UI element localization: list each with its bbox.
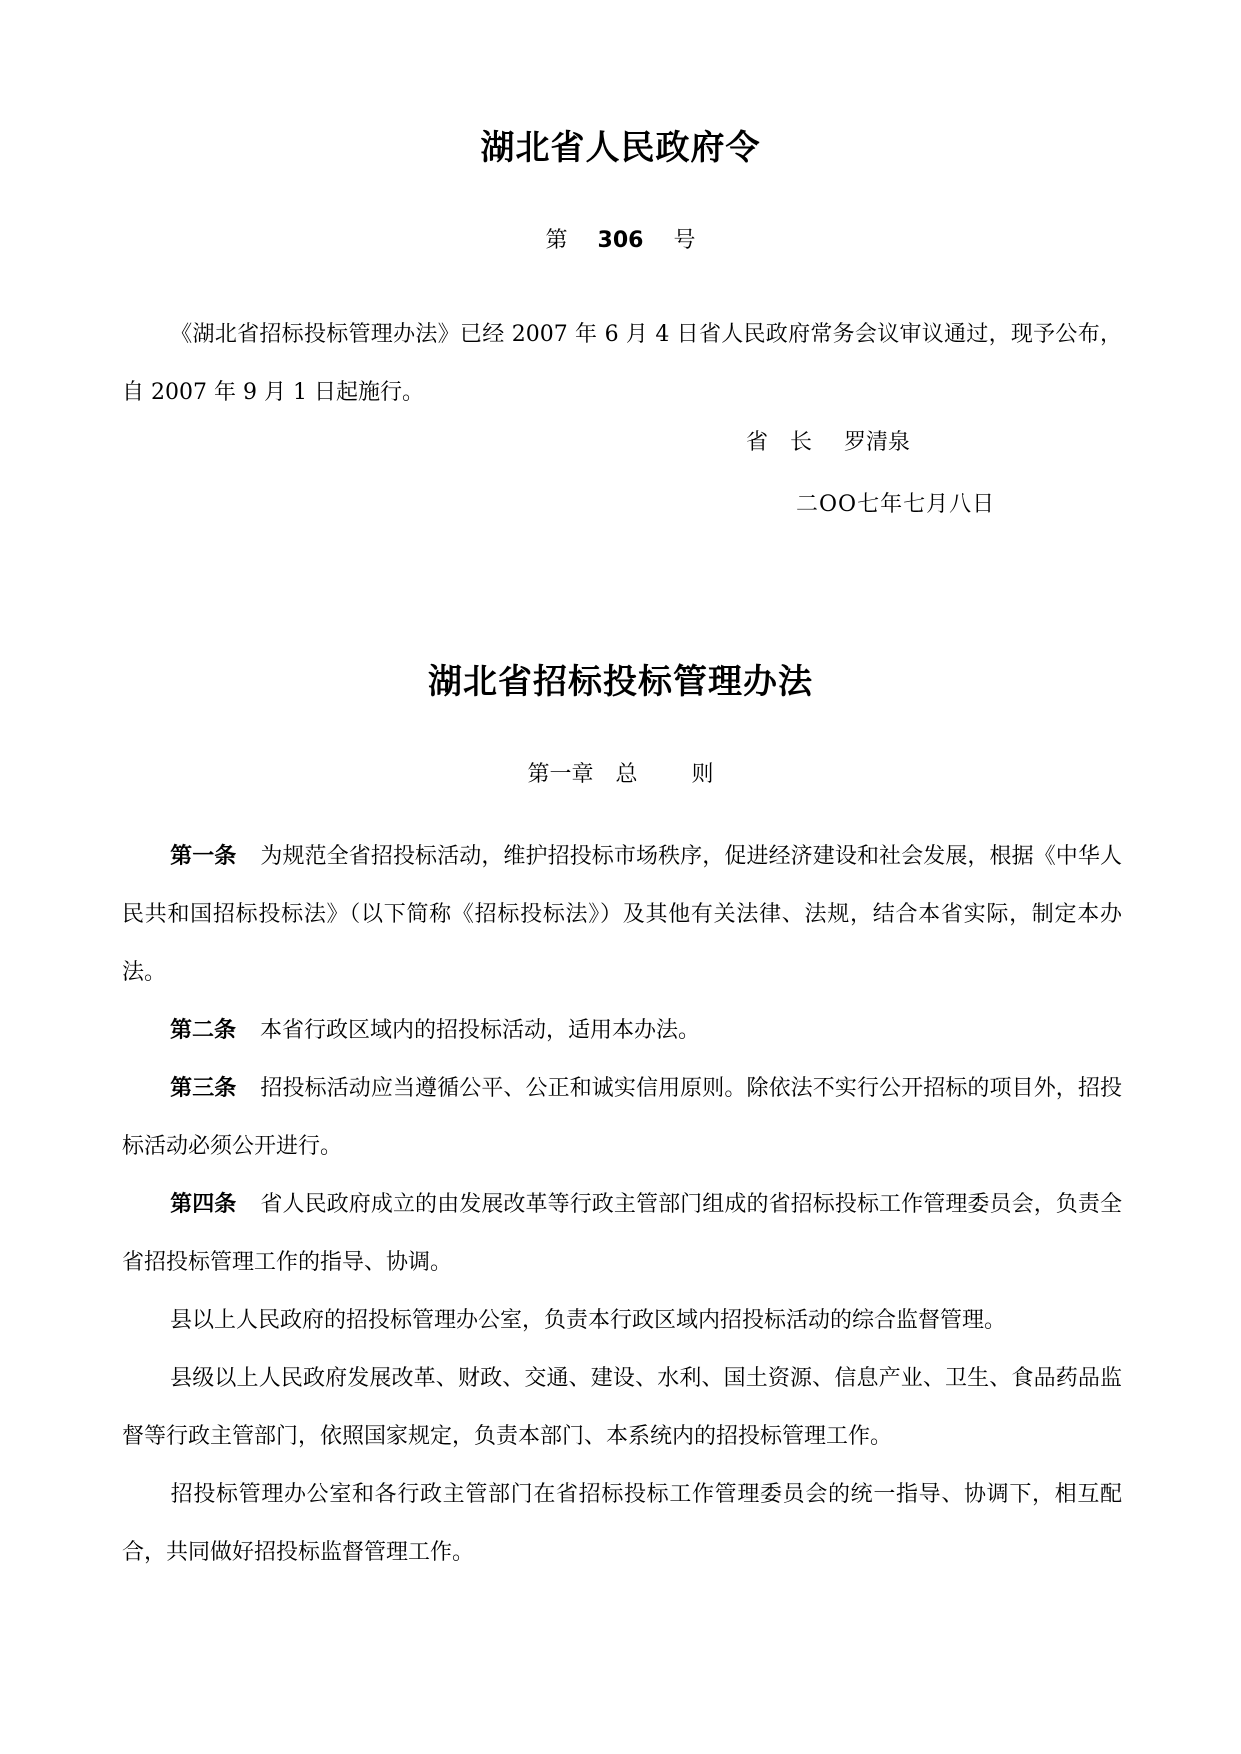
signer-name: 罗清泉 [844, 430, 911, 455]
article-text: 为规范全省招投标活动，维护招投标市场秩序，促进经济建设和社会发展，根据《中华人民共和国招标投标法》（以下简称《招标投标法》）及其他有关法律、法规，结合本省实际，制定本办法。 [122, 844, 1122, 985]
order-date: 二OO七年七月八日 [796, 492, 996, 517]
signer-title-2: 长 [790, 430, 813, 455]
order-number: 306 [597, 228, 644, 253]
article-label: 第三条 [170, 1076, 237, 1101]
article-3 [122, 1060, 1122, 1176]
paragraph-3 [122, 1466, 1122, 1582]
regulation-title: 湖北省招标投标管理办法 [428, 662, 813, 702]
paragraph-1 [122, 1292, 1122, 1350]
chapter-name-2: 则 [691, 762, 714, 787]
article-text: 本省行政区域内的招投标活动，适用本办法。 [260, 1018, 701, 1043]
paragraph-text: 县以上人民政府的招投标管理办公室，负责本行政区域内招投标活动的综合监督管理。 [170, 1308, 1007, 1333]
article-4 [122, 1176, 1122, 1292]
article-label: 第二条 [170, 1018, 237, 1043]
article-text: 招投标活动应当遵循公平、公正和诚实信用原则。除依法不实行公开招标的项目外，招投标活动必须公开进行。 [122, 1076, 1122, 1159]
order-body [122, 306, 1122, 422]
signer-line [746, 428, 910, 458]
signer-title-1: 省 [746, 430, 769, 455]
article-text: 省人民政府成立的由发展改革等行政主管部门组成的省招标投标工作管理委员会，负责全省招投标管理工作的指导、协调。 [122, 1192, 1122, 1275]
article-1 [122, 828, 1122, 1002]
article-label: 第四条 [170, 1192, 237, 1217]
paragraph-text: 县级以上人民政府发展改革、财政、交通、建设、水利、国土资源、信息产业、卫生、食品药品监督等行政主管部门，依照国家规定，负责本部门、本系统内的招投标管理工作。 [122, 1366, 1122, 1449]
article-2 [122, 1002, 1122, 1060]
paragraph-text: 招投标管理办公室和各行政主管部门在省招标投标工作管理委员会的统一指导、协调下，相互配合，共同做好招投标监督管理工作。 [122, 1482, 1122, 1565]
order-number-line [0, 226, 1241, 256]
order-number-prefix: 第 [545, 228, 568, 253]
order-title: 湖北省人民政府令 [480, 128, 761, 168]
chapter-name-1: 总 [615, 762, 638, 787]
chapter-prefix: 第一章 [527, 762, 594, 787]
order-body-text: 《湖北省招标投标管理办法》已经 2007 年 6 月 4 日省人民政府常务会议审议通过，现予公布，自 2007 年 9 月 1 日起施行。 [122, 322, 1122, 405]
paragraph-2 [122, 1350, 1122, 1466]
article-label: 第一条 [170, 844, 237, 869]
order-number-suffix: 号 [673, 228, 696, 253]
chapter-heading [0, 760, 1241, 790]
